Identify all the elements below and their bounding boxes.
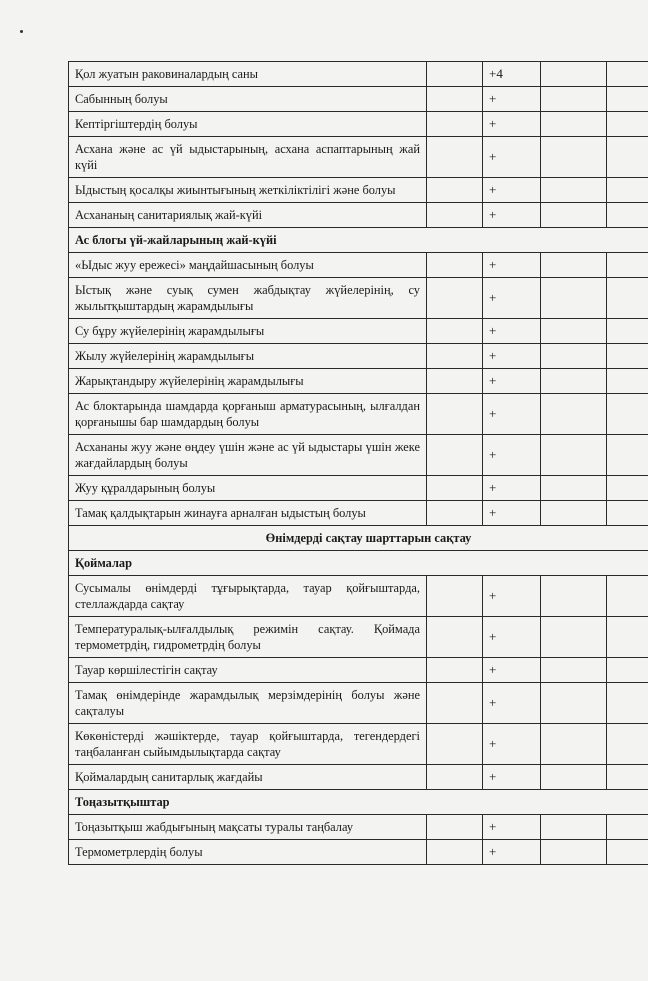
- table-row: [69, 815, 648, 840]
- table-row: [69, 319, 648, 344]
- empty-cell: [541, 278, 607, 319]
- table-row: [69, 369, 648, 394]
- empty-cell: [541, 476, 607, 501]
- empty-cell: [427, 319, 483, 344]
- empty-cell: [541, 137, 607, 178]
- item-text: Кептіргіштердің болуы: [69, 112, 427, 137]
- section-row: [69, 551, 648, 576]
- item-text: Тауар көршілестігін сақтау: [69, 658, 427, 683]
- compliance-mark: +: [483, 344, 541, 369]
- item-text: Термометрлердің болуы: [69, 840, 427, 865]
- empty-cell: [607, 476, 648, 501]
- empty-cell: [607, 369, 648, 394]
- inspection-checklist-table: [68, 61, 648, 865]
- table-row: [69, 278, 648, 319]
- empty-cell: [427, 765, 483, 790]
- table-row: [69, 476, 648, 501]
- empty-cell: [427, 203, 483, 228]
- compliance-mark: +4: [483, 62, 541, 87]
- compliance-mark: +: [483, 617, 541, 658]
- empty-cell: [607, 658, 648, 683]
- table-row: [69, 112, 648, 137]
- empty-cell: [607, 840, 648, 865]
- empty-cell: [607, 815, 648, 840]
- compliance-mark: +: [483, 203, 541, 228]
- item-text: Қол жуатын раковиналардың саны: [69, 62, 427, 87]
- compliance-mark: +: [483, 253, 541, 278]
- section-row: [69, 228, 648, 253]
- empty-cell: [607, 724, 648, 765]
- item-text: Асхананы жуу және өңдеу үшін және ас үй ыдыстары үшін жеке жағдайлардың болуы: [69, 435, 427, 476]
- compliance-mark: +: [483, 278, 541, 319]
- table-row: [69, 253, 648, 278]
- empty-cell: [541, 62, 607, 87]
- empty-cell: [541, 501, 607, 526]
- section-heading: Ас блогы үй-жайларының жай-күйі: [69, 228, 648, 253]
- item-text: Тамақ өнімдерінде жарамдылық мерзімдерінің болуы және сақталуы: [69, 683, 427, 724]
- item-text: Қоймалардың санитарлық жағдайы: [69, 765, 427, 790]
- empty-cell: [541, 658, 607, 683]
- table-row: [69, 765, 648, 790]
- empty-cell: [607, 137, 648, 178]
- page-dot: [20, 30, 23, 33]
- compliance-mark: +: [483, 319, 541, 344]
- section-heading: Қоймалар: [69, 551, 648, 576]
- table-row: [69, 435, 648, 476]
- table-row: [69, 840, 648, 865]
- empty-cell: [427, 253, 483, 278]
- item-text: Ыдыстың қосалқы жиынтығының жеткіліктілігі және болуы: [69, 178, 427, 203]
- empty-cell: [427, 137, 483, 178]
- empty-cell: [607, 87, 648, 112]
- item-text: Асхана және ас үй ыдыстарының, асхана аспаптарының жай күйі: [69, 137, 427, 178]
- empty-cell: [541, 344, 607, 369]
- empty-cell: [427, 278, 483, 319]
- compliance-mark: +: [483, 840, 541, 865]
- item-text: Көкөністерді жәшіктерде, тауар қойғыштарда, тегендердегі таңбаланған сыйымдылықтарда сақтау: [69, 724, 427, 765]
- compliance-mark: +: [483, 435, 541, 476]
- empty-cell: [607, 319, 648, 344]
- table-row: [69, 394, 648, 435]
- item-text: Ыстық және суық сумен жабдықтау жүйелерінің, су жылытқыштардың жарамдылығы: [69, 278, 427, 319]
- compliance-mark: +: [483, 394, 541, 435]
- empty-cell: [427, 815, 483, 840]
- empty-cell: [541, 112, 607, 137]
- table-body: [69, 62, 648, 865]
- compliance-mark: +: [483, 137, 541, 178]
- item-text: Асхананың санитариялық жай-күйі: [69, 203, 427, 228]
- compliance-mark: +: [483, 815, 541, 840]
- empty-cell: [607, 203, 648, 228]
- empty-cell: [427, 683, 483, 724]
- empty-cell: [541, 253, 607, 278]
- empty-cell: [541, 765, 607, 790]
- empty-cell: [427, 840, 483, 865]
- table-row: [69, 658, 648, 683]
- compliance-mark: +: [483, 87, 541, 112]
- empty-cell: [427, 369, 483, 394]
- table-row: [69, 137, 648, 178]
- empty-cell: [607, 62, 648, 87]
- section-row: [69, 526, 648, 551]
- empty-cell: [607, 501, 648, 526]
- empty-cell: [607, 344, 648, 369]
- compliance-mark: +: [483, 369, 541, 394]
- table-row: [69, 683, 648, 724]
- compliance-mark: +: [483, 765, 541, 790]
- empty-cell: [427, 501, 483, 526]
- empty-cell: [541, 576, 607, 617]
- table-row: [69, 344, 648, 369]
- item-text: Температуралық-ылғалдылық режимін сақтау. Қоймада термометрдің, гидрометрдің болуы: [69, 617, 427, 658]
- empty-cell: [607, 683, 648, 724]
- section-row: [69, 790, 648, 815]
- section-heading: Өнімдерді сақтау шарттарын сақтау: [69, 526, 648, 551]
- empty-cell: [541, 724, 607, 765]
- compliance-mark: +: [483, 576, 541, 617]
- item-text: Тамақ қалдықтарын жинауға арналған ыдыстың болуы: [69, 501, 427, 526]
- empty-cell: [607, 278, 648, 319]
- compliance-mark: +: [483, 112, 541, 137]
- table-row: [69, 178, 648, 203]
- table-row: [69, 501, 648, 526]
- item-text: Су бұру жүйелерінің жарамдылығы: [69, 319, 427, 344]
- empty-cell: [427, 344, 483, 369]
- empty-cell: [541, 435, 607, 476]
- empty-cell: [607, 178, 648, 203]
- item-text: Жарықтандыру жүйелерінің жарамдылығы: [69, 369, 427, 394]
- table-row: [69, 203, 648, 228]
- empty-cell: [427, 87, 483, 112]
- item-text: Жуу құралдарының болуы: [69, 476, 427, 501]
- empty-cell: [607, 435, 648, 476]
- compliance-mark: +: [483, 476, 541, 501]
- item-text: Сабынның болуы: [69, 87, 427, 112]
- empty-cell: [541, 369, 607, 394]
- empty-cell: [427, 658, 483, 683]
- empty-cell: [541, 394, 607, 435]
- empty-cell: [427, 112, 483, 137]
- table-row: [69, 576, 648, 617]
- empty-cell: [607, 112, 648, 137]
- empty-cell: [427, 435, 483, 476]
- empty-cell: [427, 62, 483, 87]
- table-row: [69, 617, 648, 658]
- empty-cell: [427, 476, 483, 501]
- empty-cell: [541, 203, 607, 228]
- compliance-mark: +: [483, 178, 541, 203]
- empty-cell: [541, 683, 607, 724]
- empty-cell: [541, 319, 607, 344]
- compliance-mark: +: [483, 501, 541, 526]
- table-row: [69, 62, 648, 87]
- empty-cell: [607, 617, 648, 658]
- item-text: Сусымалы өнімдерді тұғырықтарда, тауар қойғыштарда, стеллаждарда сақтау: [69, 576, 427, 617]
- compliance-mark: +: [483, 658, 541, 683]
- empty-cell: [607, 253, 648, 278]
- table-row: [69, 87, 648, 112]
- empty-cell: [427, 617, 483, 658]
- empty-cell: [607, 765, 648, 790]
- empty-cell: [607, 394, 648, 435]
- compliance-mark: +: [483, 724, 541, 765]
- compliance-mark: +: [483, 683, 541, 724]
- item-text: Тоңазытқыш жабдығының мақсаты туралы таңбалау: [69, 815, 427, 840]
- empty-cell: [541, 178, 607, 203]
- table-row: [69, 724, 648, 765]
- empty-cell: [427, 394, 483, 435]
- empty-cell: [607, 576, 648, 617]
- item-text: Ас блоктарында шамдарда қорғаныш арматурасының, ылғалдан қорғанышы бар шамдардың болуы: [69, 394, 427, 435]
- item-text: Жылу жүйелерінің жарамдылығы: [69, 344, 427, 369]
- empty-cell: [427, 724, 483, 765]
- empty-cell: [427, 576, 483, 617]
- section-heading: Тоңазытқыштар: [69, 790, 648, 815]
- empty-cell: [541, 840, 607, 865]
- item-text: «Ыдыс жуу ережесі» маңдайшасының болуы: [69, 253, 427, 278]
- empty-cell: [541, 815, 607, 840]
- empty-cell: [541, 617, 607, 658]
- empty-cell: [427, 178, 483, 203]
- empty-cell: [541, 87, 607, 112]
